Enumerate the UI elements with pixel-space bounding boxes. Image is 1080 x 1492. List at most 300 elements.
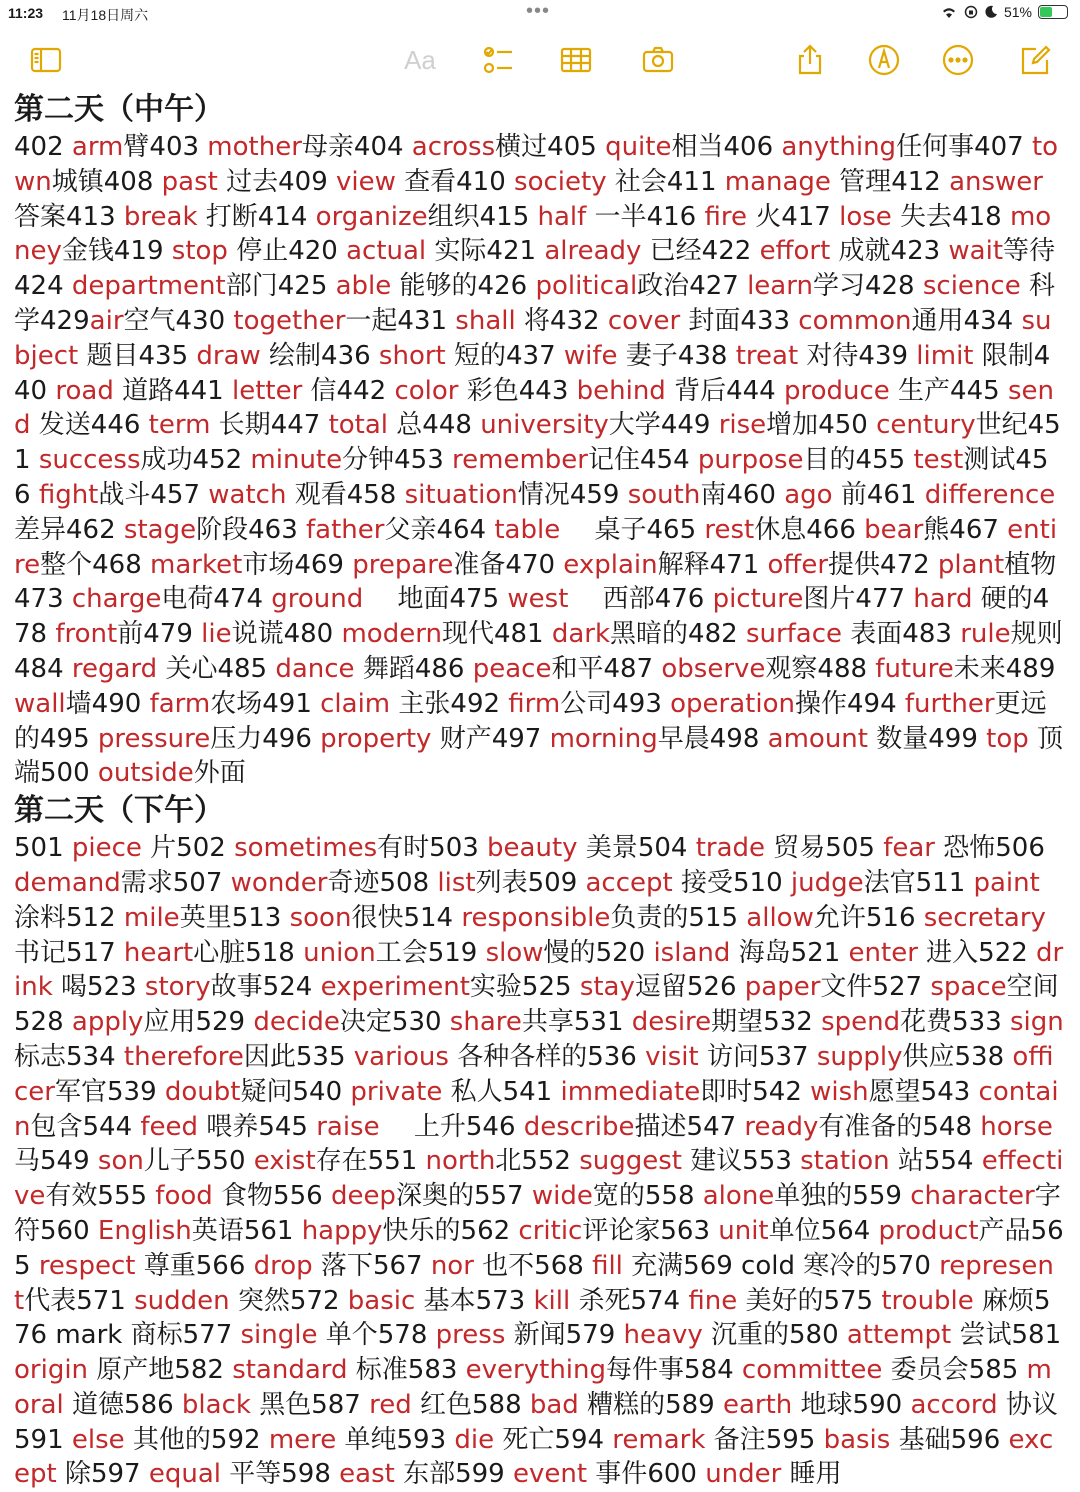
vocab-number: 464 bbox=[436, 514, 495, 545]
ellipsis-icon bbox=[941, 43, 975, 77]
vocab-chinese: 包含 bbox=[30, 1111, 83, 1142]
vocab-english: arm bbox=[71, 132, 124, 162]
vocab-number: 600 bbox=[647, 1459, 706, 1490]
vocab-english: heart bbox=[123, 937, 194, 968]
vocab-english: space bbox=[930, 972, 1007, 1003]
vocab-chinese: 快乐的 bbox=[382, 1215, 461, 1246]
vocab-number: 436 bbox=[321, 340, 379, 371]
vocab-chinese: 管理 bbox=[830, 166, 892, 197]
vocab-chinese: 测试 bbox=[963, 445, 1016, 476]
vocab-chinese: 协议 bbox=[997, 1389, 1058, 1420]
vocab-chinese: 书记 bbox=[14, 937, 67, 968]
vocab-english: answer bbox=[949, 166, 1043, 197]
vocab-english: share bbox=[449, 1007, 522, 1038]
vocab-english: raise bbox=[316, 1111, 380, 1142]
vocab-number: 440 bbox=[14, 340, 1051, 406]
vocab-english: common bbox=[798, 305, 912, 336]
vocab-number: 518 bbox=[245, 937, 304, 968]
vocab-number: 495 bbox=[40, 723, 98, 754]
vocab-chinese: 规则 bbox=[1010, 619, 1063, 650]
vocab-chinese: 空间 bbox=[1006, 972, 1059, 1003]
vocab-english: ready bbox=[744, 1111, 819, 1142]
vocab-chinese: 空气 bbox=[123, 305, 176, 336]
vocab-english: single bbox=[240, 1320, 318, 1351]
vocab-chinese: 情况 bbox=[517, 479, 570, 510]
vocab-english: hard bbox=[913, 584, 973, 615]
vocab-chinese: 绘制 bbox=[260, 340, 322, 371]
vocab-number: 496 bbox=[262, 723, 321, 754]
status-time: 11:23 bbox=[8, 5, 44, 21]
vocab-number: 439 bbox=[858, 340, 917, 371]
vocab-number: 567 bbox=[372, 1250, 431, 1281]
vocab-chinese: 充满 bbox=[622, 1250, 684, 1281]
vocab-chinese: 负责的 bbox=[610, 902, 689, 933]
status-right bbox=[940, 4, 1068, 20]
vocab-number: 463 bbox=[248, 514, 306, 545]
vocab-number: 408 bbox=[103, 166, 162, 197]
vocab-english: science bbox=[922, 271, 1021, 302]
vocab-number: 417 bbox=[781, 201, 840, 232]
vocab-english: draw bbox=[196, 340, 261, 371]
vocab-chinese: 成就 bbox=[830, 236, 891, 267]
vocab-chinese: 存在 bbox=[315, 1146, 368, 1177]
vocab-number: 551 bbox=[367, 1146, 426, 1177]
vocab-chinese: 地面 bbox=[363, 584, 450, 615]
sidebar-toggle-button[interactable] bbox=[26, 42, 66, 78]
vocab-chinese: 通用 bbox=[911, 305, 964, 336]
vocab-english: send bbox=[14, 375, 1054, 441]
vocab-number: 498 bbox=[709, 723, 768, 754]
vocab-chinese: 发送 bbox=[30, 410, 91, 441]
vocab-chinese: 公司 bbox=[560, 688, 613, 719]
vocab-english: wall bbox=[14, 688, 66, 719]
vocab-number: 468 bbox=[92, 549, 151, 580]
vocab-chinese: 差异 bbox=[14, 514, 67, 545]
vocab-chinese: 有效 bbox=[45, 1181, 98, 1212]
vocab-english: sign bbox=[1010, 1007, 1064, 1038]
vocab-chinese: 糟糕的 bbox=[578, 1389, 666, 1420]
vocab-chinese: 尊重 bbox=[135, 1250, 196, 1281]
vocab-chinese: 阶段 bbox=[196, 514, 249, 545]
vocab-english: manage bbox=[724, 166, 831, 197]
vocab-chinese: 记住 bbox=[588, 445, 641, 476]
vocab-number: 476 bbox=[654, 584, 713, 615]
vocab-chinese: 慢的 bbox=[543, 937, 596, 968]
vocab-number: 553 bbox=[742, 1146, 801, 1177]
vocab-number: 484 bbox=[14, 653, 72, 684]
vocab-chinese: 母亲 bbox=[301, 132, 354, 162]
vocab-english: allow bbox=[746, 902, 814, 933]
vocab-english: plant bbox=[937, 549, 1005, 580]
vocab-number: 497 bbox=[491, 723, 550, 754]
vocab-number: 430 bbox=[175, 305, 234, 336]
vocab-number: 561 bbox=[243, 1215, 302, 1246]
vocab-chinese: 农场 bbox=[210, 688, 263, 719]
vocab-number: 585 bbox=[968, 1355, 1027, 1386]
vocab-english: difference bbox=[924, 479, 1056, 510]
vocab-english: farm bbox=[149, 688, 211, 719]
vocab-chinese: 每件事 bbox=[606, 1355, 685, 1386]
vocab-number: 418 bbox=[952, 201, 1010, 232]
vocab-english: soon bbox=[289, 902, 352, 933]
vocab-number: 428 bbox=[864, 271, 923, 302]
vocab-chinese: 工会 bbox=[375, 937, 428, 968]
vocab-english: treat bbox=[735, 340, 799, 371]
multitasking-dots-icon[interactable]: ••• bbox=[526, 0, 551, 22]
battery-fill bbox=[1040, 7, 1052, 17]
vocab-number: 477 bbox=[855, 584, 914, 615]
vocab-english: total bbox=[328, 410, 389, 441]
vocab-english: piece bbox=[71, 833, 142, 864]
vocab-number: 575 bbox=[823, 1285, 882, 1316]
vocab-chinese: 喝 bbox=[52, 972, 88, 1003]
vocab-chinese: 实验 bbox=[469, 972, 522, 1003]
format-button[interactable] bbox=[400, 42, 440, 78]
vocab-english: spend bbox=[821, 1007, 901, 1038]
vocab-number: 514 bbox=[403, 902, 462, 933]
vocab-number: 405 bbox=[547, 132, 606, 162]
vocab-chinese: 熊 bbox=[923, 514, 950, 545]
vocab-chinese: 打断 bbox=[197, 201, 258, 232]
vocab-english: rule bbox=[960, 619, 1011, 650]
vocab-chinese: 英语 bbox=[191, 1215, 244, 1246]
vocab-english: respect bbox=[38, 1250, 136, 1281]
vocab-chinese: 进入 bbox=[917, 937, 979, 968]
vocab-english: wide bbox=[531, 1181, 593, 1212]
vocab-english: money bbox=[14, 201, 1052, 267]
vocab-number: 413 bbox=[66, 201, 124, 232]
vocab-english: limit bbox=[916, 340, 974, 371]
vocab-number: 506 bbox=[995, 833, 1045, 864]
vocab-english: paper bbox=[744, 972, 821, 1003]
vocab-chinese: 桌子 bbox=[560, 514, 647, 545]
checklist-icon bbox=[481, 43, 515, 77]
vocab-english: modern bbox=[341, 619, 442, 650]
table-button[interactable] bbox=[556, 42, 596, 78]
vocab-chinese: 信 bbox=[302, 375, 337, 406]
vocab-paragraph bbox=[14, 831, 1064, 1492]
vocab-english: short bbox=[378, 340, 446, 371]
vocab-chinese: 未来 bbox=[953, 653, 1006, 684]
vocab-english: everything bbox=[465, 1355, 607, 1386]
vocab-chinese: 观察 bbox=[765, 653, 818, 684]
vocab-number: 487 bbox=[603, 653, 662, 684]
vocab-english: food bbox=[155, 1181, 213, 1212]
vocab-english: immediate bbox=[560, 1076, 701, 1107]
vocab-chinese: 整个 bbox=[40, 549, 93, 580]
vocab-number: 569 cold 寒冷的 bbox=[683, 1250, 882, 1281]
vocab-number: 500 bbox=[40, 758, 98, 789]
vocab-number: 511 bbox=[915, 867, 974, 898]
vocab-chinese: 火 bbox=[746, 201, 782, 232]
status-bar bbox=[0, 0, 1080, 30]
vocab-number: 577 bbox=[182, 1320, 241, 1351]
vocab-number: 546 bbox=[465, 1111, 524, 1142]
share-button[interactable] bbox=[790, 42, 830, 78]
vocab-english: union bbox=[303, 937, 376, 968]
vocab-english: letter bbox=[231, 375, 303, 406]
vocab-english: critic bbox=[518, 1215, 583, 1246]
vocab-chinese: 涂料 bbox=[14, 902, 67, 933]
vocab-english: island bbox=[653, 937, 731, 968]
vocab-number: 545 bbox=[258, 1111, 317, 1142]
vocab-chinese: 城镇 bbox=[51, 166, 104, 197]
vocab-number: 560 bbox=[40, 1215, 98, 1246]
vocab-chinese: 死亡 bbox=[494, 1424, 555, 1455]
new-note-button[interactable] bbox=[1016, 42, 1056, 78]
vocab-chinese: 相当 bbox=[671, 132, 724, 162]
vocab-number: 438 bbox=[677, 340, 736, 371]
vocab-english: rise bbox=[718, 410, 767, 441]
vocab-chinese: 应用 bbox=[143, 1007, 196, 1038]
vocab-number: 503 bbox=[429, 833, 488, 864]
vocab-chinese: 前 bbox=[117, 619, 144, 650]
battery-icon bbox=[1038, 5, 1068, 19]
vocab-number: 423 bbox=[890, 236, 949, 267]
vocab-english: committee bbox=[741, 1355, 883, 1386]
vocab-number: 469 bbox=[294, 549, 353, 580]
vocab-number: 582 bbox=[174, 1355, 233, 1386]
more-button[interactable] bbox=[938, 42, 978, 78]
vocab-chinese: 海岛 bbox=[730, 937, 791, 968]
vocab-chinese: 财产 bbox=[431, 723, 492, 754]
vocab-number: 447 bbox=[270, 410, 329, 441]
vocab-english: product bbox=[878, 1215, 979, 1246]
vocab-english: kill bbox=[533, 1285, 571, 1316]
vocab-number: 593 bbox=[396, 1424, 455, 1455]
vocab-english: press bbox=[435, 1320, 506, 1351]
vocab-number: 586 bbox=[124, 1389, 182, 1420]
vocab-number: 455 bbox=[855, 445, 914, 476]
vocab-chinese: 背后 bbox=[665, 375, 727, 406]
vocab-english: morning bbox=[549, 723, 658, 754]
vocab-english: amount bbox=[767, 723, 868, 754]
compose-icon bbox=[1019, 43, 1053, 77]
vocab-chinese: 地球 bbox=[792, 1389, 853, 1420]
vocab-chinese: 军官 bbox=[54, 1076, 107, 1107]
vocab-english: fill bbox=[592, 1250, 623, 1281]
note-body[interactable] bbox=[14, 90, 1064, 1492]
vocab-number: 494 bbox=[847, 688, 905, 719]
vocab-english: past bbox=[161, 166, 218, 197]
vocab-chinese: 除 bbox=[56, 1459, 91, 1490]
vocab-chinese: 花费 bbox=[900, 1007, 953, 1038]
vocab-number: 588 bbox=[471, 1389, 530, 1420]
vocab-english: test bbox=[913, 445, 964, 476]
vocab-number: 456 bbox=[14, 445, 1049, 510]
vocab-english: cover bbox=[607, 305, 681, 336]
vocab-chinese: 数量 bbox=[867, 723, 929, 754]
section-heading: 第二天（下午） bbox=[14, 793, 224, 829]
vocab-chinese: 黑色 bbox=[250, 1389, 312, 1420]
vocab-chinese: 深奥的 bbox=[395, 1181, 474, 1212]
vocab-number: 435 bbox=[138, 340, 197, 371]
vocab-english: private bbox=[350, 1076, 443, 1107]
vocab-chinese: 实际 bbox=[426, 236, 487, 267]
vocab-chinese: 前 bbox=[832, 479, 867, 510]
vocab-english: responsible bbox=[461, 902, 611, 933]
vocab-number: 446 bbox=[90, 410, 149, 441]
vocab-chinese: 硬的 bbox=[972, 584, 1033, 615]
vocab-english: origin bbox=[14, 1355, 89, 1386]
vocab-chinese: 奇迹 bbox=[327, 867, 380, 898]
vocab-chinese: 有时 bbox=[377, 833, 430, 864]
vocab-number: 504 bbox=[637, 833, 696, 864]
vocab-english: regard bbox=[71, 653, 158, 684]
vocab-english: black bbox=[181, 1389, 251, 1420]
moon-icon bbox=[984, 5, 998, 19]
vocab-english: across bbox=[411, 132, 496, 162]
vocab-number: 568 bbox=[534, 1250, 593, 1281]
vocab-chinese: 逗留 bbox=[634, 972, 687, 1003]
vocab-number: 547 bbox=[686, 1111, 745, 1142]
vocab-number: 492 bbox=[450, 688, 509, 719]
vocab-english: top bbox=[986, 723, 1029, 754]
vocab-number: 543 bbox=[920, 1076, 979, 1107]
vocab-chinese: 描述 bbox=[634, 1111, 687, 1142]
vocab-english: secretary bbox=[923, 902, 1046, 933]
vocab-number: 452 bbox=[192, 445, 251, 476]
vocab-chinese: 基本 bbox=[415, 1285, 476, 1316]
vocab-chinese: 标志 bbox=[14, 1041, 67, 1072]
vocab-number: 486 bbox=[414, 653, 473, 684]
vocab-chinese: 法官 bbox=[863, 867, 916, 898]
vocab-chinese: 任何事 bbox=[896, 132, 975, 162]
vocab-number: 550 bbox=[195, 1146, 254, 1177]
vocab-english: under bbox=[705, 1459, 782, 1490]
vocab-english: basic bbox=[347, 1285, 416, 1316]
vocab-number: 485 bbox=[217, 653, 276, 684]
vocab-chinese: 文件 bbox=[820, 972, 873, 1003]
vocab-number: 594 bbox=[554, 1424, 613, 1455]
vocab-chinese: 对待 bbox=[798, 340, 859, 371]
vocab-english: demand bbox=[14, 867, 121, 898]
vocab-chinese: 观看 bbox=[286, 479, 347, 510]
vocab-english: officer bbox=[14, 1041, 1054, 1107]
vocab-chinese: 代表 bbox=[24, 1285, 77, 1316]
vocab-number: 554 bbox=[923, 1146, 982, 1177]
vocab-number: 526 bbox=[686, 972, 745, 1003]
vocab-number: 453 bbox=[394, 445, 453, 476]
vocab-english: wife bbox=[563, 340, 618, 371]
vocab-english: observe bbox=[661, 653, 766, 684]
vocab-english: effective bbox=[14, 1146, 1064, 1212]
vocab-english: enter bbox=[848, 937, 918, 968]
vocab-number: 414 bbox=[257, 201, 316, 232]
vocab-number: 424 bbox=[14, 271, 72, 302]
markup-button[interactable] bbox=[864, 42, 904, 78]
camera-button[interactable] bbox=[638, 42, 678, 78]
notes-toolbar bbox=[0, 30, 1080, 90]
vocab-number: 403 bbox=[149, 132, 208, 162]
vocab-number: 576 mark 商标 bbox=[14, 1285, 1051, 1351]
vocab-chinese: 主张 bbox=[390, 688, 451, 719]
vocab-number: 481 bbox=[493, 619, 552, 650]
vocab-chinese: 即时 bbox=[700, 1076, 753, 1107]
vocab-english: stage bbox=[123, 514, 197, 545]
vocab-number: 457 bbox=[150, 479, 209, 510]
vocab-chinese: 横过 bbox=[495, 132, 548, 162]
vocab-english: paint bbox=[973, 867, 1040, 898]
vocab-english: bad bbox=[529, 1389, 579, 1420]
vocab-english: term bbox=[148, 410, 211, 441]
vocab-chinese: 沉重的 bbox=[702, 1320, 789, 1351]
vocab-chinese: 突然 bbox=[229, 1285, 290, 1316]
vocab-english: suggest bbox=[579, 1146, 682, 1177]
vocab-number: 555 bbox=[97, 1181, 156, 1212]
vocab-number: 562 bbox=[460, 1215, 519, 1246]
vocab-english: explain bbox=[563, 549, 658, 580]
camera-icon bbox=[641, 43, 675, 77]
vocab-chinese: 大学 bbox=[608, 410, 661, 441]
vocab-chinese: 长期 bbox=[210, 410, 271, 441]
vocab-english: department bbox=[71, 271, 226, 302]
vocab-chinese: 杀死 bbox=[570, 1285, 631, 1316]
vocab-number: 427 bbox=[689, 271, 748, 302]
vocab-number: 531 bbox=[573, 1007, 632, 1038]
vocab-chinese: 一起 bbox=[345, 305, 398, 336]
vocab-english: decide bbox=[253, 1007, 340, 1038]
vocab-english: earth bbox=[722, 1389, 793, 1420]
vocab-number: 483 bbox=[902, 619, 961, 650]
vocab-english: story bbox=[144, 972, 211, 1003]
vocab-number: 541 bbox=[502, 1076, 561, 1107]
vocab-chinese: 食物 bbox=[212, 1181, 274, 1212]
vocab-number: 556 bbox=[273, 1181, 331, 1212]
checklist-button[interactable] bbox=[478, 42, 518, 78]
vocab-english: view bbox=[336, 166, 396, 197]
vocab-chinese: 市场 bbox=[242, 549, 295, 580]
vocab-chinese: 期望 bbox=[711, 1007, 764, 1038]
vocab-number: 502 bbox=[176, 833, 235, 864]
vocab-english: subject bbox=[14, 305, 1052, 371]
sidebar-icon bbox=[29, 43, 63, 77]
vocab-number: 467 bbox=[949, 514, 1008, 545]
vocab-number: 475 bbox=[449, 584, 508, 615]
vocab-number: 449 bbox=[660, 410, 719, 441]
vocab-chinese: 过去 bbox=[217, 166, 279, 197]
vocab-number: 426 bbox=[477, 271, 536, 302]
vocab-chinese: 答案 bbox=[14, 201, 67, 232]
vocab-english: stop bbox=[171, 236, 228, 267]
vocab-english: operation bbox=[670, 688, 795, 719]
vocab-english: feed bbox=[140, 1111, 199, 1142]
section-heading: 第二天（中午） bbox=[14, 92, 224, 127]
vocab-chinese: 表面 bbox=[842, 619, 903, 650]
vocab-english: except bbox=[14, 1424, 1054, 1490]
vocab-english: dance bbox=[275, 653, 355, 684]
vocab-number: 527 bbox=[872, 972, 931, 1003]
vocab-number: 517 bbox=[66, 937, 124, 968]
vocab-english: desire bbox=[631, 1007, 712, 1038]
vocab-english: trade bbox=[695, 833, 766, 864]
vocab-chinese: 政治 bbox=[637, 271, 690, 302]
vocab-number: 572 bbox=[289, 1285, 348, 1316]
vocab-english: represent bbox=[14, 1250, 1054, 1316]
vocab-number: 473 bbox=[14, 584, 72, 615]
vocab-chinese: 休息 bbox=[754, 514, 807, 545]
vocab-number: 574 bbox=[630, 1285, 689, 1316]
vocab-chinese: 上升 bbox=[379, 1111, 466, 1142]
vocab-english: accord bbox=[910, 1389, 998, 1420]
vocab-chinese: 产品 bbox=[978, 1215, 1031, 1246]
vocab-number: 410 bbox=[456, 166, 515, 197]
vocab-chinese: 短的 bbox=[445, 340, 507, 371]
vocab-number: 536 bbox=[587, 1041, 646, 1072]
vocab-chinese: 其他的 bbox=[124, 1424, 211, 1455]
vocab-number: 470 bbox=[505, 549, 564, 580]
vocab-chinese: 供应 bbox=[902, 1041, 955, 1072]
